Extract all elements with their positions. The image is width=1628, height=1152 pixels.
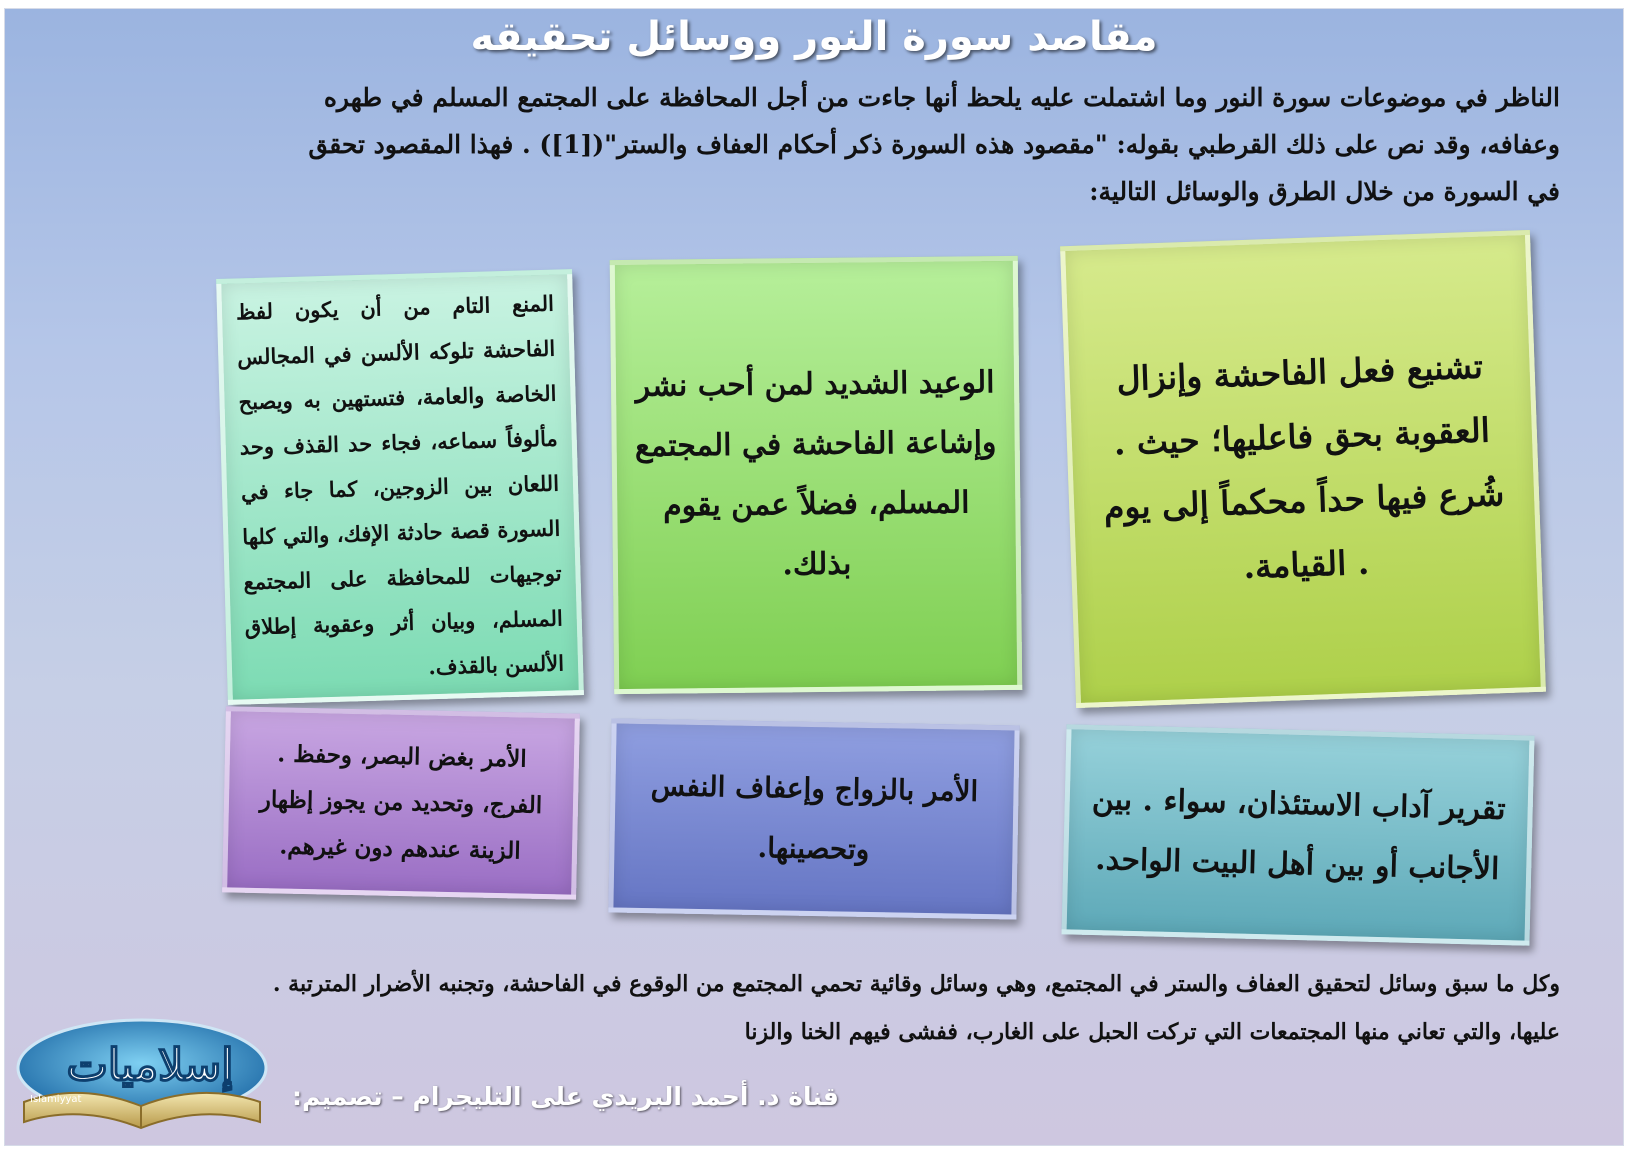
box-text: تقرير آداب الاستئذان، سواء . بين الأجانب أو بين أهل البيت الواحد. (1091, 781, 1506, 887)
logo-wordmark: إسلاميات (66, 1040, 234, 1091)
intro-line: في السورة من خلال الطرق والوسائل التالية: (1089, 177, 1560, 206)
intro-line: الناظر في موضوعات سورة النور وما اشتملت عليه يلحظ أنها جاءت من أجل المحافظة على المجتمع المسلم في طهره (323, 83, 1560, 112)
box-permission-etiquette (1062, 724, 1535, 945)
box-lower-gaze (222, 706, 580, 899)
box-text: الأمر بالزواج وإعفاف النفس وتحصينها. (650, 769, 979, 866)
box-prevent-speech (216, 269, 584, 705)
box-text: تشنيع فعل الفاحشة وإنزال العقوبة بحق فاعليها؛ حيث . شُرع فيها حداً محكماً إلى يوم . القيامة. (1103, 346, 1505, 587)
box-text: الأمر بغض البصر، وحفظ . الفرج، وتحديد من يجوز إظهار الزينة عندهم دون غيرهم. (259, 740, 543, 865)
box-marriage-chastity (608, 718, 1019, 919)
box-text: الوعيد الشديد لمن أحب نشر وإشاعة الفاحشة في المجتمع المسلم، فضلاً عمن يقوم بذلك. (634, 365, 997, 583)
conclusion-paragraph (70, 960, 1560, 1056)
logo-latin-text: Islamiyyat (30, 1094, 82, 1105)
page-title: مقاصد سورة النور ووسائل تحقيقه (470, 14, 1158, 60)
conclusion-line: وكل ما سبق وسائل لتحقيق العفاف والستر في المجتمع، وهي وسائل وقائية تحمي المجتمع من الوقوع في الفاحشة، وتجنبه الأضرار المترتبة . (272, 971, 1560, 997)
box-shaming-punishment (1060, 230, 1546, 708)
box-severe-warning (610, 256, 1023, 694)
intro-line: وعفافه، وقد نص على ذلك القرطبي بقوله: "مقصود هذه السورة ذكر أحكام العفاف والستر"([1]) . فهذا المقصود تحقق (308, 130, 1560, 159)
box-text: المنع التام من أن يكون لفظ الفاحشة تلوكه الألسن في المجالس الخاصة والعامة، فتستهين به ويصبح مألوفاً سماعه، فجاء حد القذف وحد اللعان بين الزوجين، كما جاء في السورة قصة حادثة الإفك، والتي كلها توجيهات للمحافظة على المجتمع المسلم، وبيان أثر وعقوبة إطلاق الألسن بالقذف. (235, 290, 565, 679)
conclusion-line: عليها، والتي تعاني منها المجتمعات التي تركت الحبل على الغارب، ففشى فيهم الخنا والزنا (744, 1019, 1560, 1045)
islamiyyat-logo (10, 1010, 272, 1136)
intro-paragraph (60, 74, 1560, 215)
design-credit: قناة د. أحمد البريدي على التليجرام – تصميم: (292, 1082, 839, 1111)
